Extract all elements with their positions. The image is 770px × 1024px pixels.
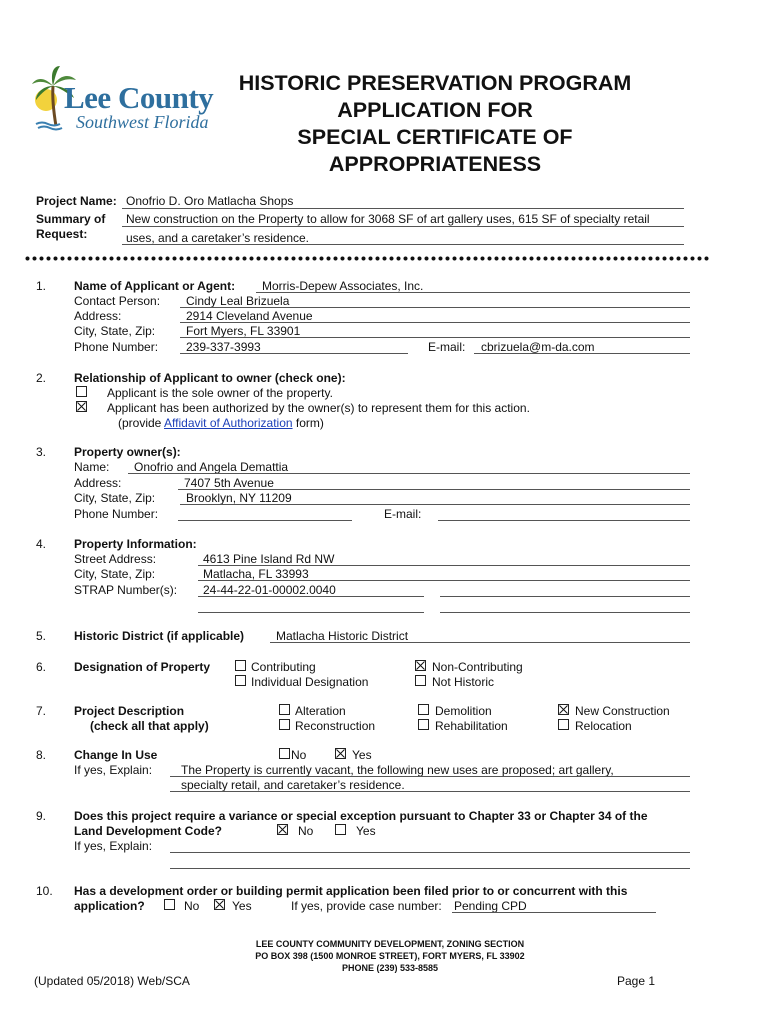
new-construction-label: New Construction	[575, 704, 670, 718]
change-use-yes-label: Yes	[352, 748, 372, 762]
strap-value[interactable]: 24-44-22-01-00002.0040	[203, 583, 336, 597]
footer-line-3: PHONE (239) 533-8585	[341, 963, 439, 973]
historic-district-value[interactable]: Matlacha Historic District	[276, 629, 409, 643]
provide-prefix: (provide	[118, 416, 165, 430]
variance-explain-label: If yes, Explain:	[74, 839, 153, 853]
authorized-label: Applicant has been authorized by the owner(s) to represent them for this action.	[107, 401, 530, 415]
not-historic-label: Not Historic	[432, 675, 495, 689]
project-name-line	[122, 208, 684, 209]
section-8-number: 8.	[36, 748, 47, 762]
demolition-label: Demolition	[435, 704, 492, 718]
change-use-line-1	[170, 776, 690, 777]
change-use-no-label: No	[291, 748, 307, 762]
owner-email-label: E-mail:	[384, 507, 422, 521]
email-value[interactable]: cbrizuela@m-da.com	[481, 340, 595, 354]
owner-csz-line	[180, 504, 690, 505]
section-8-heading: Change In Use	[74, 748, 158, 762]
rehabilitation-checkbox[interactable]	[418, 719, 429, 730]
csz-line	[180, 337, 690, 338]
contact-line	[180, 307, 690, 308]
logo-tagline: Southwest Florida	[76, 112, 209, 132]
lee-county-logo	[30, 66, 220, 136]
section-5-heading: Historic District (if applicable)	[74, 629, 245, 643]
section-2-number: 2.	[36, 371, 47, 385]
checkmark-x-icon	[559, 705, 568, 714]
change-use-yes-checkbox[interactable]	[335, 748, 346, 759]
non-contributing-checkbox[interactable]	[415, 660, 426, 671]
owner-csz-label: City, State, Zip:	[74, 491, 156, 505]
email-label: E-mail:	[428, 340, 466, 354]
section-9-question-1: Does this project require a variance or special exception pursuant to Chapter 33 or Chapter 34 of the	[74, 809, 648, 823]
address-label: Address:	[74, 309, 122, 323]
title-line-1: HISTORIC PRESERVATION PROGRAM	[238, 71, 632, 95]
relocation-checkbox[interactable]	[558, 719, 569, 730]
property-csz-label: City, State, Zip:	[74, 567, 156, 581]
contributing-label: Contributing	[251, 660, 316, 674]
property-csz-line	[198, 580, 690, 581]
owner-phone-label: Phone Number:	[74, 507, 159, 521]
affidavit-link[interactable]: Affidavit of Authorization	[164, 416, 293, 430]
footer-updated: (Updated 05/2018) Web/SCA	[34, 974, 190, 988]
street-value[interactable]: 4613 Pine Island Rd NW	[203, 552, 335, 566]
dotted-separator	[24, 256, 710, 261]
section-9-question-2: Land Development Code?	[74, 824, 223, 838]
variance-yes-label: Yes	[356, 824, 376, 838]
owner-name-line	[128, 473, 690, 474]
summary-line-1[interactable]: New construction on the Property to allow for 3068 SF of art gallery uses, 615 SF of specialty retail	[126, 212, 650, 226]
strap-line-2	[440, 596, 690, 597]
sole-owner-label: Applicant is the sole owner of the property.	[107, 386, 333, 400]
strap-line-3	[198, 612, 424, 613]
section-3-heading: Property owner(s):	[74, 445, 181, 459]
checkmark-x-icon	[77, 402, 86, 411]
change-use-explain-2[interactable]: specialty retail, and caretaker’s residence.	[181, 778, 405, 792]
owner-csz-value[interactable]: Brooklyn, NY 11209	[186, 491, 292, 505]
new-construction-checkbox[interactable]	[558, 704, 569, 715]
footer-line-2: PO BOX 398 (1500 MONROE STREET), FORT MYERS, FL 33902	[255, 951, 525, 961]
change-use-explain-label: If yes, Explain:	[74, 763, 153, 777]
section-10-number: 10.	[36, 884, 53, 898]
csz-label: City, State, Zip:	[74, 324, 156, 338]
section-2-heading: Relationship of Applicant to owner (check one):	[74, 371, 346, 385]
permit-no-checkbox[interactable]	[164, 899, 175, 910]
alteration-checkbox[interactable]	[279, 704, 290, 715]
variance-yes-checkbox[interactable]	[335, 824, 346, 835]
case-number-line	[452, 912, 656, 913]
owner-email-line	[438, 520, 690, 521]
reconstruction-label: Reconstruction	[295, 719, 376, 733]
case-number-value[interactable]: Pending CPD	[454, 899, 527, 913]
summary-underline-1	[122, 226, 684, 227]
section-10-question-1: Has a development order or building permit application been filed prior to or concurrent with this	[74, 884, 628, 898]
summary-label-2: Request:	[36, 227, 88, 241]
section-7-number: 7.	[36, 704, 47, 718]
title-line-4: APPROPRIATENESS	[328, 152, 542, 176]
strap-line-1	[198, 596, 424, 597]
change-use-explain-1[interactable]: The Property is currently vacant, the following new uses are proposed; art gallery,	[181, 763, 614, 777]
checkmark-x-icon	[416, 661, 425, 670]
email-line	[474, 353, 690, 354]
historic-district-line	[270, 642, 690, 643]
footer-line-1: LEE COUNTY COMMUNITY DEVELOPMENT, ZONING SECTION	[255, 939, 525, 949]
owner-address-value[interactable]: 7407 5th Avenue	[184, 476, 274, 490]
rehabilitation-label: Rehabilitation	[435, 719, 508, 733]
individual-designation-checkbox[interactable]	[235, 675, 246, 686]
applicant-name[interactable]: Morris-Depew Associates, Inc.	[262, 279, 424, 293]
section-4-number: 4.	[36, 537, 47, 551]
applicant-line	[256, 292, 690, 293]
variance-explain-line	[170, 852, 690, 853]
street-line	[198, 565, 690, 566]
section-7-heading: Project Description	[74, 704, 185, 718]
contact-label: Contact Person:	[74, 294, 161, 308]
section-10-question-2: application?	[74, 899, 145, 913]
alteration-label: Alteration	[295, 704, 346, 718]
owner-address-label: Address:	[74, 476, 122, 490]
contributing-checkbox[interactable]	[235, 660, 246, 671]
address-line	[180, 322, 690, 323]
non-contributing-label: Non-Contributing	[432, 660, 523, 674]
reconstruction-checkbox[interactable]	[279, 719, 290, 730]
section-5-number: 5.	[36, 629, 47, 643]
owner-address-line	[178, 489, 690, 490]
checkmark-x-icon	[278, 825, 287, 834]
section-6-heading: Designation of Property	[74, 660, 211, 674]
title-line-3: SPECIAL CERTIFICATE OF	[297, 125, 573, 149]
project-name-value[interactable]: Onofrio D. Oro Matlacha Shops	[126, 194, 294, 208]
section-3-number: 3.	[36, 445, 47, 459]
page-number: Page 1	[617, 974, 656, 988]
title-line-2: APPLICATION FOR	[337, 98, 533, 122]
project-name-label: Project Name:	[36, 194, 117, 208]
section-6-number: 6.	[36, 660, 47, 674]
case-number-label: If yes, provide case number:	[291, 899, 442, 913]
provide-suffix: form)	[292, 416, 324, 430]
variance-no-label: No	[298, 824, 314, 838]
address-value[interactable]: 2914 Cleveland Avenue	[186, 309, 313, 323]
authorized-checkbox[interactable]	[76, 401, 87, 412]
relocation-label: Relocation	[575, 719, 632, 733]
section-7-subheading: (check all that apply)	[90, 719, 209, 733]
change-use-no-checkbox[interactable]	[279, 748, 290, 759]
summary-line-2[interactable]: uses, and a caretaker’s residence.	[126, 231, 309, 245]
sole-owner-checkbox[interactable]	[76, 386, 87, 397]
section-1-number: 1.	[36, 279, 47, 293]
section-4-heading: Property Information:	[74, 537, 197, 551]
variance-no-checkbox[interactable]	[277, 824, 288, 835]
demolition-checkbox[interactable]	[418, 704, 429, 715]
checkmark-x-icon	[215, 900, 224, 909]
provide-note	[118, 416, 324, 430]
permit-yes-label: Yes	[232, 899, 252, 913]
phone-value[interactable]: 239-337-3993	[186, 340, 261, 354]
property-csz-value[interactable]: Matlacha, FL 33993	[203, 567, 309, 581]
checkmark-x-icon	[336, 749, 345, 758]
owner-name-label: Name:	[74, 460, 110, 474]
section-1-heading: Name of Applicant or Agent:	[74, 279, 236, 293]
contact-value[interactable]: Cindy Leal Brizuela	[186, 294, 290, 308]
not-historic-checkbox[interactable]	[415, 675, 426, 686]
permit-yes-checkbox[interactable]	[214, 899, 225, 910]
csz-value[interactable]: Fort Myers, FL 33901	[186, 324, 301, 338]
permit-no-label: No	[184, 899, 200, 913]
street-label: Street Address:	[74, 552, 157, 566]
variance-explain-line-2	[170, 868, 690, 869]
individual-designation-label: Individual Designation	[251, 675, 369, 689]
summary-underline-2	[122, 244, 684, 245]
owner-name-value[interactable]: Onofrio and Angela Demattia	[134, 460, 289, 474]
phone-line	[180, 353, 408, 354]
section-9-number: 9.	[36, 809, 47, 823]
phone-label: Phone Number:	[74, 340, 159, 354]
change-use-line-2	[170, 791, 690, 792]
logo-name: Lee County	[64, 80, 214, 115]
summary-label-1: Summary of	[36, 212, 106, 226]
strap-label: STRAP Number(s):	[74, 583, 178, 597]
strap-line-4	[440, 612, 690, 613]
owner-phone-line	[178, 520, 352, 521]
